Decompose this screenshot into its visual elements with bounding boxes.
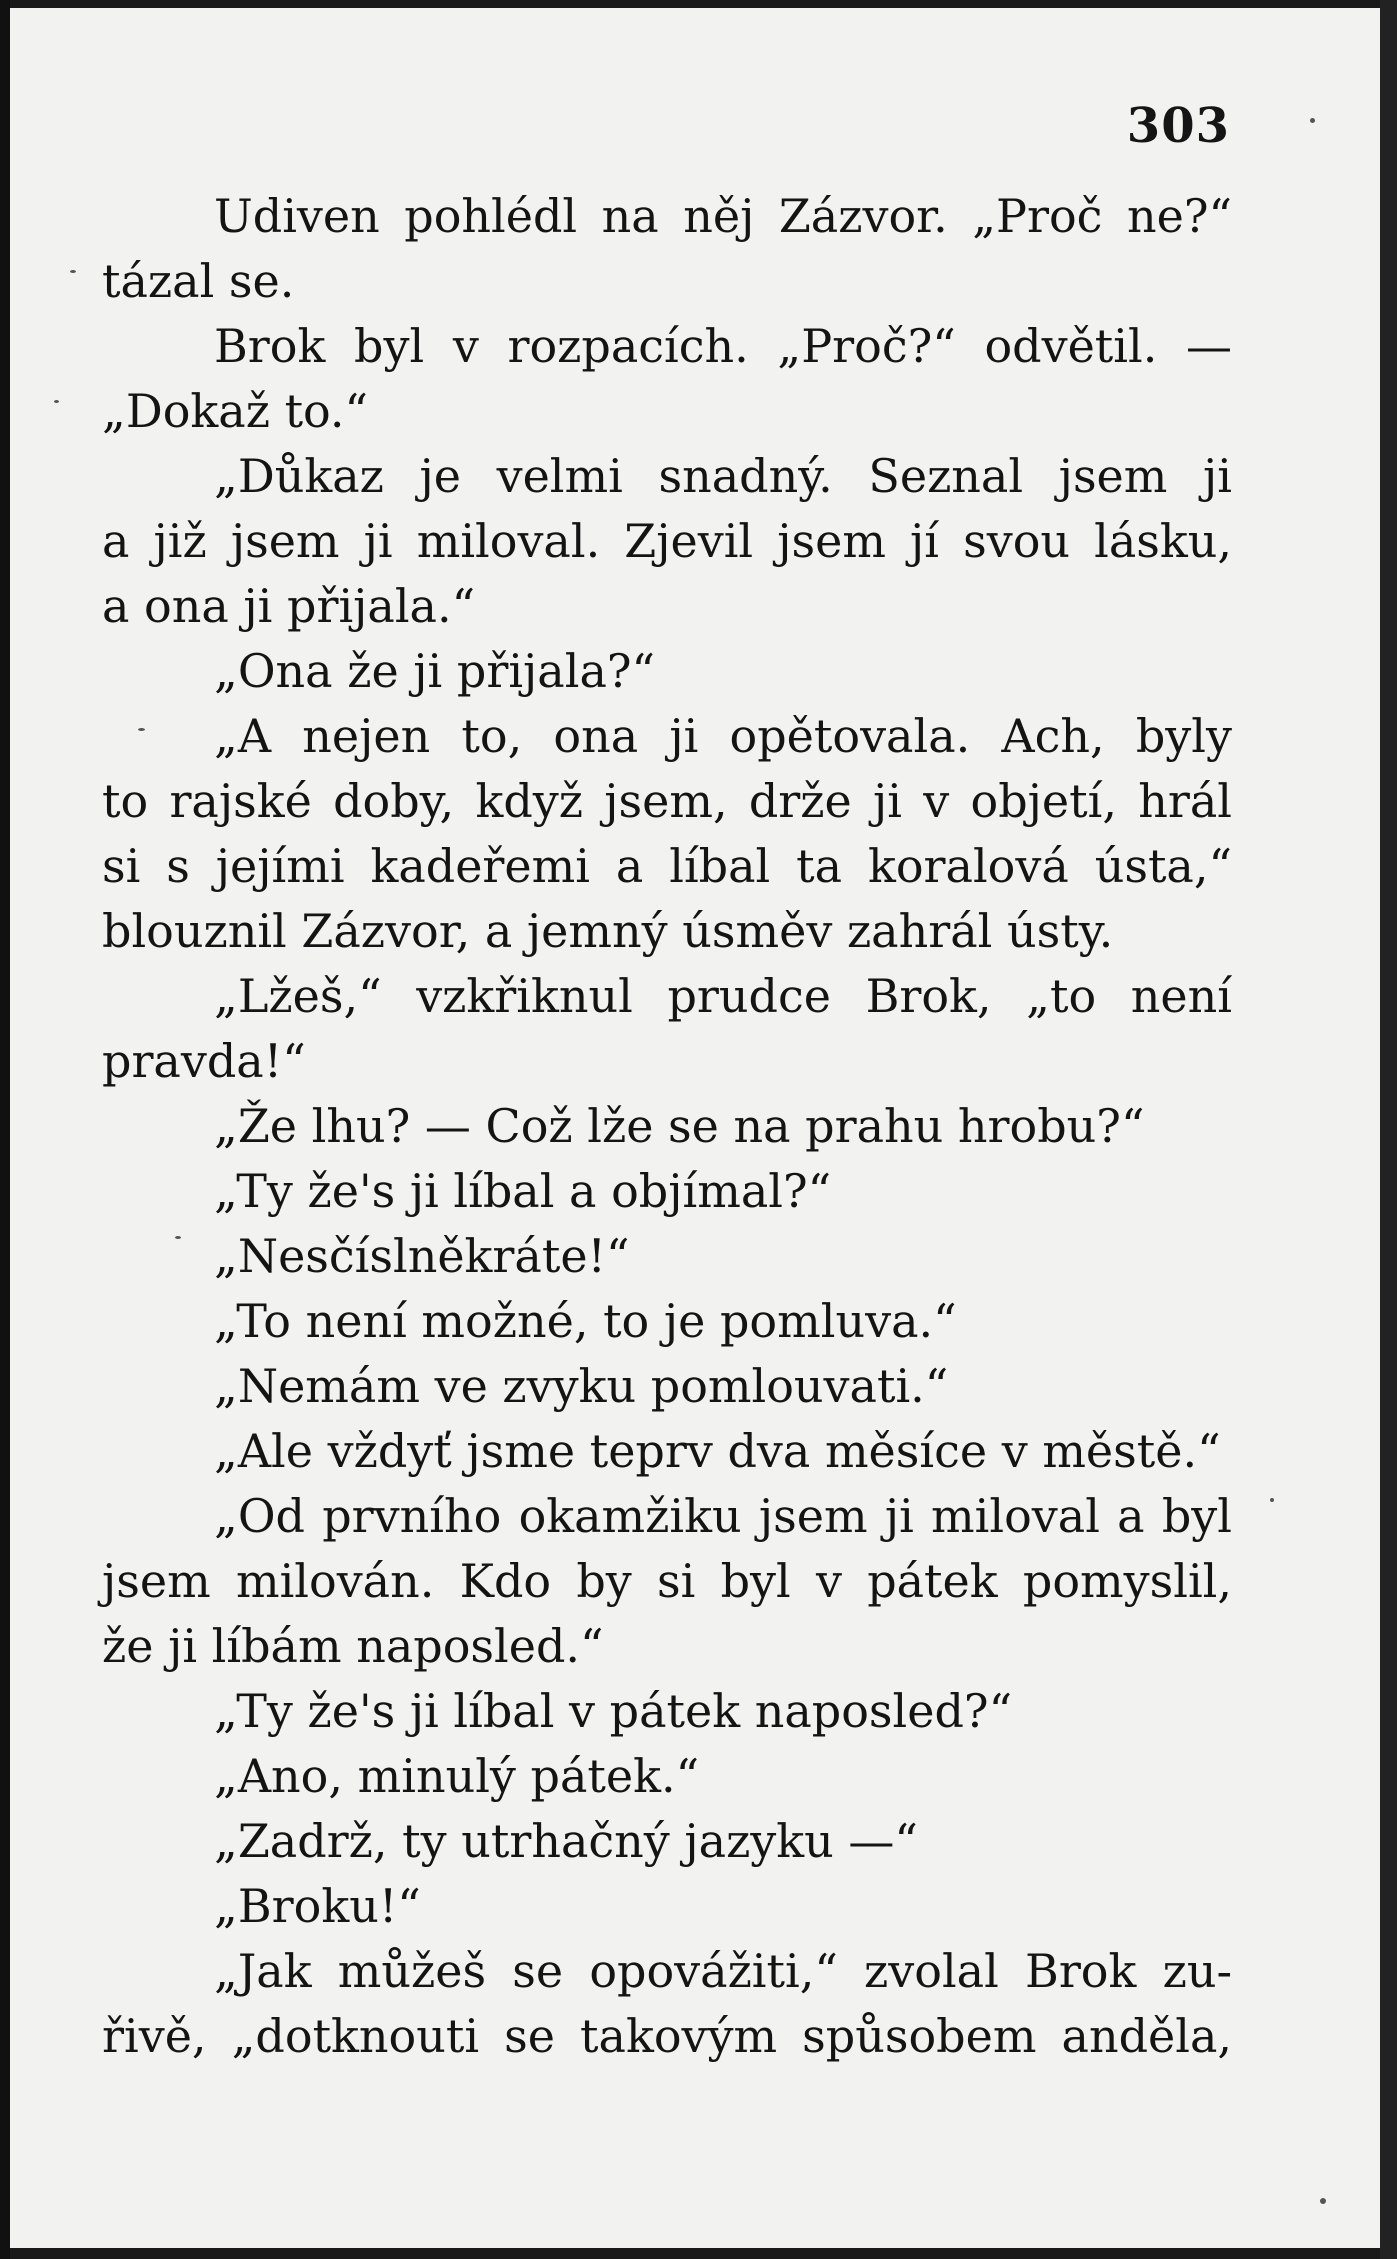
text-line: řivě, „dotknouti se takovým spůsobem anděla,: [102, 2009, 1232, 2063]
text-line: „Ano, minulý pátek.“: [214, 1749, 700, 1803]
page-number: 303: [1126, 98, 1230, 154]
text-line: pravda!“: [102, 1034, 306, 1088]
text-line: „Ona že ji přijala?“: [214, 644, 656, 698]
text-line: „Lžeš,“ vzkřiknul prudce Brok, „to není: [214, 969, 1232, 1023]
scan-right-edge: [1380, 0, 1397, 2259]
text-line: „Ale vždyť jsme teprv dva měsíce v městě.“: [214, 1424, 1221, 1478]
scan-speck: [138, 728, 145, 731]
text-line: „Důkaz je velmi snadný. Seznal jsem ji: [214, 449, 1232, 503]
scan-speck: [1310, 118, 1315, 123]
text-line: „Že lhu? — Což lže se na prahu hrobu?“: [214, 1099, 1145, 1153]
text-line: jsem milován. Kdo by si byl v pátek pomyslil,: [102, 1554, 1232, 1608]
text-line: blouznil Zázvor, a jemný úsměv zahrál ústy.: [102, 904, 1114, 958]
text-line: si s jejími kadeřemi a líbal ta koralová ústa,“: [102, 839, 1232, 893]
text-line: tázal se.: [102, 254, 295, 308]
text-line: to rajské doby, když jsem, drže ji v objetí, hrál: [102, 774, 1232, 828]
scan-speck: [1320, 2198, 1326, 2204]
scan-speck: [1270, 1498, 1274, 1502]
text-line: „Dokaž to.“: [102, 384, 369, 438]
text-line: a již jsem ji miloval. Zjevil jsem jí svou lásku,: [102, 514, 1232, 568]
text-line: „Ty že's ji líbal a objímal?“: [214, 1164, 832, 1218]
text-line: „Od prvního okamžiku jsem ji miloval a byl: [214, 1489, 1232, 1543]
body-text: [102, 184, 1232, 2069]
text-line: Udiven pohlédl na něj Zázvor. „Proč ne?“: [214, 189, 1232, 243]
scan-left-edge: [0, 0, 10, 2259]
text-line: Brok byl v rozpacích. „Proč?“ odvětil. —: [214, 319, 1232, 373]
text-line: že ji líbám naposled.“: [102, 1619, 604, 1673]
text-line: „Jak můžeš se opovážiti,“ zvolal Brok zu-: [214, 1944, 1232, 1998]
scan-speck: [70, 270, 76, 273]
text-line: a ona ji přijala.“: [102, 579, 476, 633]
text-line: „To není možné, to je pomluva.“: [214, 1294, 957, 1348]
scan-speck: [175, 1236, 181, 1239]
book-page: [10, 8, 1380, 2248]
text-line: „A nejen to, ona ji opětovala. Ach, byly: [214, 709, 1232, 763]
text-line: „Nesčíslněkráte!“: [214, 1229, 630, 1283]
text-line: „Nemám ve zvyku pomlouvati.“: [214, 1359, 949, 1413]
text-line: „Broku!“: [214, 1879, 421, 1933]
text-line: „Ty že's ji líbal v pátek naposled?“: [214, 1684, 1013, 1738]
scan-speck: [54, 400, 59, 403]
text-line: „Zadrž, ty utrhačný jazyku —“: [214, 1814, 918, 1868]
